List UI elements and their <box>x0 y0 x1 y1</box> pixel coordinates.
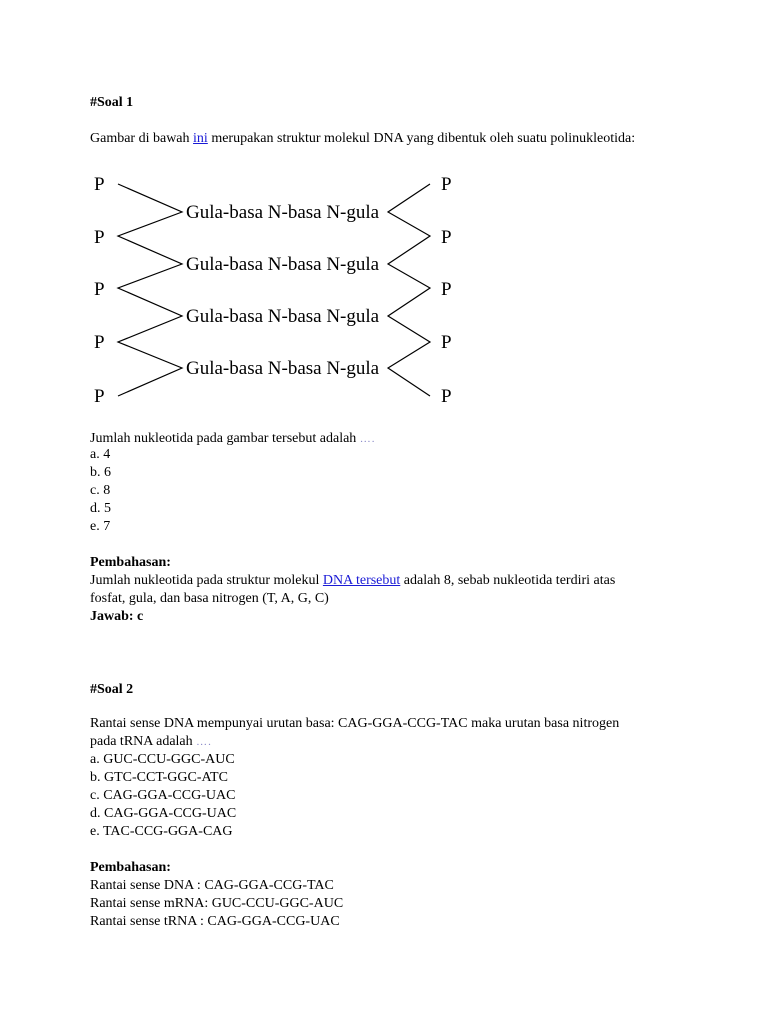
right-phosphate-label: P <box>441 174 452 195</box>
soal2-discussion-line: Rantai sense DNA : CAG-GGA-CCG-TAC <box>90 878 334 893</box>
soal1-intro <box>90 130 635 148</box>
soal1-discussion-text-before: Jumlah nukleotida pada struktur molekul <box>90 573 323 588</box>
dna-structure-diagram <box>90 170 470 410</box>
soal1-option: d. 5 <box>90 501 111 516</box>
soal2-question-line <box>90 733 212 751</box>
dna-diagram-svg <box>90 170 470 410</box>
right-phosphate-label: P <box>441 386 452 407</box>
soal2-discussion-heading: Pembahasan: <box>90 860 171 875</box>
soal2-question-dots: …. <box>196 736 212 748</box>
rung-label: Gula-basa N-basa N-gula <box>186 306 380 327</box>
right-backbone-line <box>388 184 430 396</box>
soal1-discussion-heading: Pembahasan: <box>90 555 171 570</box>
left-phosphate-label: P <box>94 386 105 407</box>
left-phosphate-label: P <box>94 227 105 248</box>
soal1-option: c. 8 <box>90 483 111 498</box>
soal2-heading: #Soal 2 <box>90 682 134 697</box>
soal2-discussion-line: Rantai sense tRNA : CAG-GGA-CCG-UAC <box>90 914 340 929</box>
soal1-option: e. 7 <box>90 519 111 534</box>
left-phosphate-label: P <box>94 332 105 353</box>
soal2-option: d. CAG-GGA-CCG-UAC <box>90 806 237 821</box>
soal1-intro-text-after: merupakan struktur molekul DNA yang dibentuk oleh suatu polinukleotida: <box>207 131 636 146</box>
rung-label: Gula-basa N-basa N-gula <box>186 254 380 275</box>
soal2-option: a. GUC-CCU-GGC-AUC <box>90 752 235 767</box>
soal2-option: e. TAC-CCG-GGA-CAG <box>90 824 233 839</box>
soal2-discussion-line: Rantai sense mRNA: GUC-CCU-GGC-AUC <box>90 896 344 911</box>
rung-label: Gula-basa N-basa N-gula <box>186 358 380 379</box>
soal2-question-text: pada tRNA adalah <box>90 734 193 749</box>
rung-label: Gula-basa N-basa N-gula <box>186 202 380 223</box>
soal1-intro-link[interactable]: ini <box>193 131 208 146</box>
right-phosphate-label: P <box>441 332 452 353</box>
right-phosphate-label: P <box>441 227 452 248</box>
soal1-intro-text-before: Gambar di bawah <box>90 131 194 146</box>
soal1-discussion-line: fosfat, gula, dan basa nitrogen (T, A, G, C) <box>90 591 329 606</box>
soal1-heading: #Soal 1 <box>90 95 134 110</box>
soal2-option: b. GTC-CCT-GGC-ATC <box>90 770 228 785</box>
left-phosphate-label: P <box>94 174 105 195</box>
soal1-option: b. 6 <box>90 465 111 480</box>
soal1-discussion-link[interactable]: DNA tersebut <box>322 573 401 588</box>
left-phosphate-label: P <box>94 279 105 300</box>
soal1-discussion-text-after: adalah 8, sebab nukleotida terdiri atas <box>400 573 616 588</box>
soal1-option: a. 4 <box>90 447 111 462</box>
right-phosphate-label: P <box>441 279 452 300</box>
soal1-question-dots: …. <box>359 433 376 445</box>
soal1-answer: Jawab: c <box>90 609 144 624</box>
soal2-question-line: Rantai sense DNA mempunyai urutan basa: CAG-GGA-CCG-TAC maka urutan basa nitrogen <box>90 716 620 731</box>
soal2-option: c. CAG-GGA-CCG-UAC <box>90 788 236 803</box>
soal1-discussion-line <box>90 572 615 590</box>
soal1-question-text: Jumlah nukleotida pada gambar tersebut adalah <box>90 431 357 446</box>
left-backbone-line <box>118 184 182 396</box>
soal1-question <box>90 430 376 448</box>
